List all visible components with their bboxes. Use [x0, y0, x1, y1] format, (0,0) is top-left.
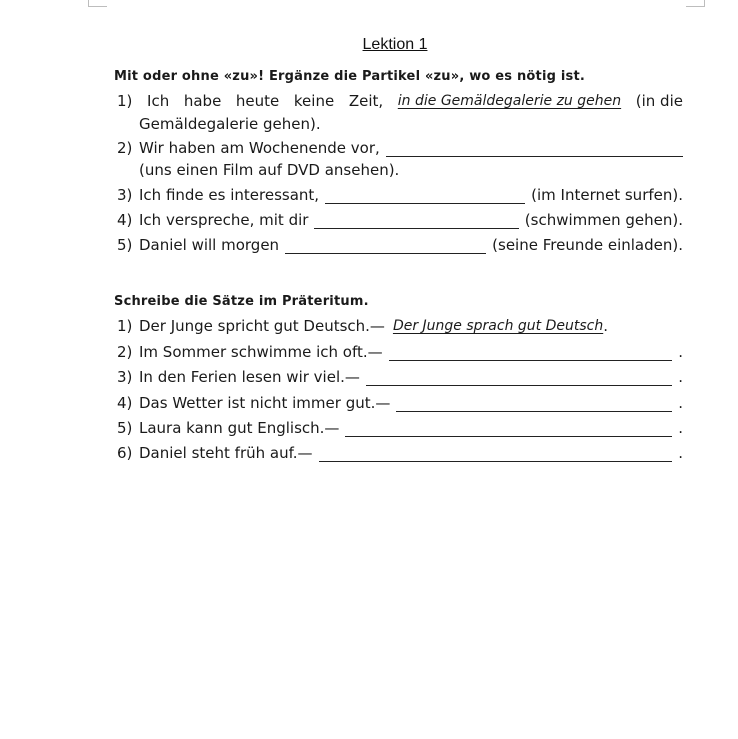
item-number: 3): [117, 368, 133, 386]
sentence-end: .: [678, 368, 683, 386]
answer-blank[interactable]: [314, 214, 518, 229]
exercise-2-item-5: [117, 419, 683, 437]
item-text: Ich finde es interessant,: [139, 186, 320, 204]
answer-blank[interactable]: [389, 346, 673, 361]
answer-blank[interactable]: [285, 239, 486, 254]
item-hint: (seine Freunde einladen).: [492, 236, 683, 254]
item-number: 4): [117, 394, 133, 412]
exercise-1-instruction: Mit oder ohne «zu»! Ergänze die Partikel «zu», wo es nötig ist.: [114, 69, 586, 84]
answer-blank[interactable]: [396, 397, 672, 412]
exercise-1-item-1: [117, 92, 683, 110]
item-number: 5): [117, 236, 133, 254]
item-hint: (schwimmen gehen).: [524, 211, 683, 229]
item-text: Ich verspreche, mit dir: [139, 211, 309, 229]
exercise-1-item-4: [117, 211, 683, 229]
answer-blank[interactable]: [386, 142, 683, 157]
item-number: 1): [117, 317, 133, 335]
item-text: Wir haben am Wochenende vor,: [139, 139, 380, 157]
sentence-end: .: [678, 343, 683, 361]
item-text: Im Sommer schwimme ich oft.—: [139, 343, 383, 361]
item-number: 5): [117, 419, 133, 437]
item-text: Das Wetter ist nicht immer gut.—: [139, 394, 391, 412]
exercise-2-item-4: [117, 394, 683, 412]
exercise-1-item-1-continuation: Gemäldegalerie gehen).: [139, 115, 321, 133]
exercise-2-item-2: [117, 343, 683, 361]
item-hint: (im Internet surfen).: [531, 186, 683, 204]
handwritten-answer: in die Gemäldegalerie zu gehen: [397, 93, 622, 109]
item-number: 2): [117, 343, 133, 361]
exercise-1-item-2: [117, 139, 683, 157]
page-corner-mark-right: [686, 0, 705, 7]
item-word: Zeit,: [348, 92, 384, 110]
answer-blank[interactable]: [325, 189, 525, 204]
exercise-2-item-6: [117, 444, 683, 462]
page-corner-mark-left: [88, 0, 107, 7]
item-word: heute: [235, 92, 280, 110]
item-text: Der Junge spricht gut Deutsch.—: [139, 317, 385, 335]
exercise-1-item-5: [117, 236, 683, 254]
answer-blank[interactable]: [345, 422, 672, 437]
item-text: Laura kann gut Englisch.—: [139, 419, 340, 437]
sentence-end: .: [678, 419, 683, 437]
answer-blank[interactable]: [366, 371, 672, 386]
item-text: Daniel will morgen: [139, 236, 280, 254]
item-word: keine: [293, 92, 335, 110]
item-text: Daniel steht früh auf.—: [139, 444, 313, 462]
item-number: 3): [117, 186, 133, 204]
sentence-end: .: [678, 444, 683, 462]
sentence-end: .: [603, 317, 608, 335]
exercise-2-item-1: [117, 317, 683, 335]
item-text: In den Ferien lesen wir viel.—: [139, 368, 360, 386]
item-number: 1): [117, 92, 133, 110]
exercise-1-item-2-continuation: (uns einen Film auf DVD ansehen).: [139, 161, 400, 179]
sentence-end: .: [678, 394, 683, 412]
page-title: Lektion 1: [362, 36, 428, 53]
item-word: habe: [183, 92, 222, 110]
item-hint: (in die: [635, 92, 683, 110]
item-number: 6): [117, 444, 133, 462]
exercise-2-item-3: [117, 368, 683, 386]
item-word: Ich: [147, 92, 170, 110]
exercise-1-item-3: [117, 186, 683, 204]
handwritten-answer: Der Junge sprach gut Deutsch: [392, 318, 604, 334]
answer-blank[interactable]: [319, 447, 673, 462]
item-number: 4): [117, 211, 133, 229]
exercise-2-instruction: Schreibe die Sätze im Präteritum.: [114, 294, 369, 309]
item-number: 2): [117, 139, 133, 157]
